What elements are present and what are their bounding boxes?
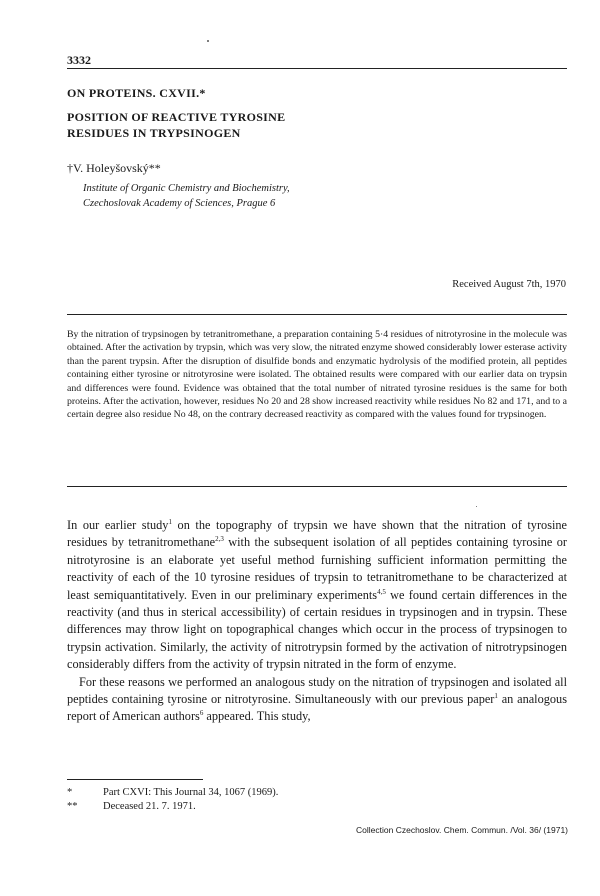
- reference-mark: 1: [168, 517, 172, 526]
- paragraph-2: For these reasons we performed an analogous study on the nitration of trypsinogen and isolated all peptides containing tyrosine or nitrotyrosine. Simultaneously with our previous paper$^1$ an analogous report of American authors$^6$ appeared. This study,: [67, 674, 567, 724]
- abstract-top-rule: [67, 314, 567, 315]
- footnote-mark: **: [67, 801, 78, 812]
- article-title: [67, 109, 285, 141]
- abstract-bottom-rule: [67, 486, 567, 487]
- article-title-line-1: POSITION OF REACTIVE TYROSINE: [67, 110, 286, 124]
- footnote-mark: *: [67, 787, 73, 798]
- header-rule: [67, 68, 567, 69]
- reference-mark: 2,3: [215, 535, 224, 544]
- received-date: Received August 7th, 1970: [452, 279, 566, 290]
- reference-mark: 4,5: [377, 587, 386, 596]
- footnote-text: Part CXVI: This Journal 34, 1067 (1969).: [103, 787, 279, 798]
- affiliation-line-2: Czechoslovak Academy of Sciences, Prague 6: [83, 198, 276, 209]
- footnote-text: Deceased 21. 7. 1971.: [103, 801, 196, 812]
- author-name: †V. Holeyšovský**: [67, 161, 161, 175]
- footnote: [67, 800, 278, 814]
- body-text: [67, 517, 567, 726]
- footnote-rule: [67, 779, 203, 780]
- article-title-line-2: RESIDUES IN TRYPSINOGEN: [67, 126, 241, 140]
- paragraph-1: In our earlier study$^1$ on the topography of trypsin we have shown that the nitration of tyrosine residues by tetranitromethane$^{2,3}$ with the subsequent isolation of all peptides containing tyrosine or nitrotyrosine is an elaborate yet useful method furnishing sufficient information permitting the reactivity of each of the 10 tyrosine residues of trypsin to tetranitromethane to be characterized at least semiquantitatively. Even in our preliminary experiments$^{4,5}$ we found certain differences in the reactivity (and thus in sterical accessibility) of certain residues in trypsinogen and in trypsin. These differences may throw light on topographical changes which occur in the process of trypsinogen to trypsin activation. Similarly, the activity of nitrotrypsin formed by the activation of nitrotrypsinogen considerably differs from the activity of trypsin nitrated in the form of enzyme.: [67, 517, 567, 672]
- affiliation: [83, 181, 290, 211]
- abstract: [67, 328, 567, 422]
- journal-footer: Collection Czechoslov. Chem. Commun. /Vol. 36/ (1971): [356, 825, 568, 835]
- reference-mark: 6: [199, 709, 204, 718]
- series-title: ON PROTEINS. CXVII.*: [67, 86, 206, 100]
- scan-speck: [476, 506, 477, 507]
- reference-mark: 1: [494, 691, 498, 700]
- footnote: [67, 786, 278, 800]
- footnotes: [67, 786, 278, 814]
- scan-speck: [207, 40, 209, 42]
- affiliation-line-1: Institute of Organic Chemistry and Biochemistry,: [83, 183, 290, 194]
- page-number: 3332: [67, 53, 91, 67]
- abstract-text: By the nitration of trypsinogen by tetranitromethane, a preparation containing 5·4 residues of nitrotyrosine in the molecule was obtained. After the activation by trypsin, which was very slow, the nitrated enzyme showed considerably lower esterase activity than the parent trypsin. After the disruption of disulfide bonds and enzymatic hydrolysis of the modified protein, all peptides containing either tyrosine or nitrotyrosine were isolated. The obtained results were compared with our earlier data on trypsin and differences were found. Evidence was obtained that the total number of nitrated tyrosine residues is the same for both proteins. After the activation, however, residues No 20 and 28 show increased reactivity while residues No 82 and 171, and to a certain degree also residue No 48, on the contrary decreased reactivity as compared with the values found for trypsinogen.: [67, 329, 567, 421]
